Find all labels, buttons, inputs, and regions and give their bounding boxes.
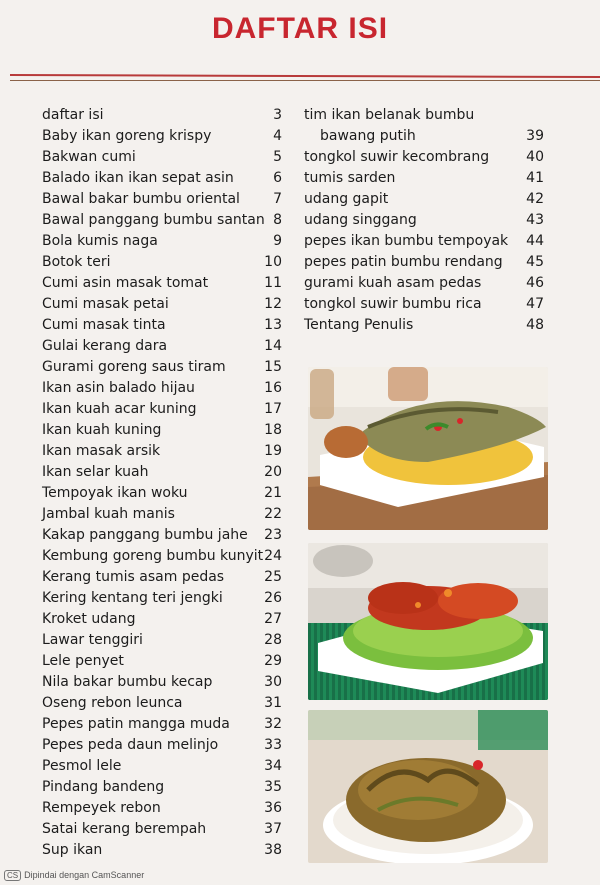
toc-entry-label: Kembung goreng bumbu kunyit <box>42 548 264 564</box>
toc-entry-page: 15 <box>264 359 282 375</box>
toc-entry <box>42 105 282 126</box>
toc-entry-page: 3 <box>273 107 282 123</box>
toc-entry <box>42 630 282 651</box>
page-title: DAFTAR ISI <box>211 12 389 45</box>
toc-entry <box>42 798 282 819</box>
toc-entry-label: Oseng rebon leunca <box>42 695 183 711</box>
toc-left-column <box>42 105 282 861</box>
toc-entry <box>42 189 282 210</box>
toc-entry-label: Cumi asin masak tomat <box>42 275 209 291</box>
toc-entry-page: 25 <box>264 569 282 585</box>
title-divider-brown <box>10 80 600 81</box>
toc-entry-page: 31 <box>264 695 282 711</box>
toc-entry-page: 43 <box>526 212 544 228</box>
toc-entry <box>42 546 282 567</box>
toc-entry-page: 22 <box>264 506 282 522</box>
toc-entry-label: Tempoyak ikan woku <box>42 485 188 501</box>
toc-entry-page: 42 <box>526 191 544 207</box>
toc-entry-label: tongkol suwir bumbu rica <box>304 296 482 312</box>
title-divider-red <box>10 74 600 78</box>
toc-entry-label: Baby ikan goreng krispy <box>42 128 212 144</box>
toc-entry-label: Kerang tumis asam pedas <box>42 569 225 585</box>
toc-entry-label: tim ikan belanak bumbu <box>304 107 475 123</box>
toc-entry-page: 11 <box>264 275 282 291</box>
toc-entry-label: Jambal kuah manis <box>42 506 175 522</box>
toc-entry-page: 32 <box>264 716 282 732</box>
toc-entry <box>42 126 282 147</box>
toc-entry <box>304 273 544 294</box>
toc-entry <box>42 210 282 231</box>
toc-entry-label: Ikan selar kuah <box>42 464 149 480</box>
toc-entry-label: Cumi masak petai <box>42 296 169 312</box>
toc-entry <box>42 252 282 273</box>
toc-entry-label: pepes patin bumbu rendang <box>304 254 503 270</box>
toc-entry-page: 35 <box>264 779 282 795</box>
toc-entry <box>42 756 282 777</box>
toc-entry-label: Bakwan cumi <box>42 149 136 165</box>
toc-entry-page: 45 <box>526 254 544 270</box>
toc-entry <box>42 399 282 420</box>
toc-entry-label: Bawal bakar bumbu oriental <box>42 191 240 207</box>
toc-entry-page: 26 <box>264 590 282 606</box>
toc-entry <box>42 420 282 441</box>
toc-entry <box>42 588 282 609</box>
toc-entry-page: 44 <box>526 233 544 249</box>
toc-entry <box>42 777 282 798</box>
toc-entry-label: Botok teri <box>42 254 111 270</box>
photo-fish-yellow-sauce <box>308 367 548 530</box>
toc-entry-label: Lawar tenggiri <box>42 632 143 648</box>
toc-entry-label: Rempeyek rebon <box>42 800 161 816</box>
toc-entry <box>304 147 544 168</box>
toc-entry <box>42 609 282 630</box>
toc-entry <box>304 231 544 252</box>
toc-entry-label: udang singgang <box>304 212 417 228</box>
scanner-footer-text: Dipindai dengan CamScanner <box>24 870 145 880</box>
toc-entry-label: daftar isi <box>42 107 104 123</box>
toc-entry <box>42 693 282 714</box>
toc-entry <box>42 231 282 252</box>
toc-entry-page: 19 <box>264 443 282 459</box>
toc-entry-label: tumis sarden <box>304 170 396 186</box>
toc-entry-page: 18 <box>264 422 282 438</box>
toc-entry-page: 20 <box>264 464 282 480</box>
toc-entry-page: 24 <box>264 548 282 564</box>
toc-entry-page: 13 <box>264 317 282 333</box>
toc-entry-label: Pepes patin mangga muda <box>42 716 230 732</box>
toc-entry <box>42 357 282 378</box>
toc-entry-page: 27 <box>264 611 282 627</box>
toc-entry <box>42 315 282 336</box>
toc-entry-page: 14 <box>264 338 282 354</box>
toc-entry-page: 39 <box>526 128 544 144</box>
toc-entry <box>42 441 282 462</box>
toc-entry-page: 12 <box>264 296 282 312</box>
toc-entry-label: Pindang bandeng <box>42 779 165 795</box>
scanner-footer <box>4 870 144 881</box>
toc-entry <box>42 504 282 525</box>
toc-entry <box>42 168 282 189</box>
toc-entry <box>304 294 544 315</box>
toc-entry-label: Kroket udang <box>42 611 136 627</box>
toc-entry <box>42 483 282 504</box>
toc-right-column <box>304 105 544 336</box>
toc-entry <box>42 147 282 168</box>
toc-entry-label: Cumi masak tinta <box>42 317 166 333</box>
scanner-logo-icon: CS <box>4 870 21 881</box>
toc-entry <box>42 567 282 588</box>
toc-entry-label: Nila bakar bumbu kecap <box>42 674 213 690</box>
toc-entry-label: bawang putih <box>320 128 416 144</box>
toc-entry-label: tongkol suwir kecombrang <box>304 149 490 165</box>
toc-entry-page: 30 <box>264 674 282 690</box>
toc-entry <box>304 252 544 273</box>
toc-entry <box>42 336 282 357</box>
toc-entry-page: 47 <box>526 296 544 312</box>
toc-entry <box>42 294 282 315</box>
toc-entry-label: Bola kumis naga <box>42 233 158 249</box>
toc-entry <box>42 819 282 840</box>
toc-entry <box>42 462 282 483</box>
toc-entry <box>42 273 282 294</box>
toc-entry-page: 5 <box>273 149 282 165</box>
toc-entry-page: 21 <box>264 485 282 501</box>
toc-entry <box>42 525 282 546</box>
toc-entry-page: 23 <box>264 527 282 543</box>
toc-entry-label: Bawal panggang bumbu santan <box>42 212 265 228</box>
toc-entry-label: Ikan asin balado hijau <box>42 380 195 396</box>
toc-entry-page: 34 <box>264 758 282 774</box>
toc-entry-page: 4 <box>273 128 282 144</box>
toc-entry-label: Gurami goreng saus tiram <box>42 359 226 375</box>
toc-entry-label: Sup ikan <box>42 842 103 858</box>
photo-spicy-fish-lettuce <box>308 543 548 700</box>
toc-entry-page: 46 <box>526 275 544 291</box>
toc-entry-page: 38 <box>264 842 282 858</box>
toc-entry-page: 40 <box>526 149 544 165</box>
toc-entry-label: Kakap panggang bumbu jahe <box>42 527 248 543</box>
toc-entry-label: Tentang Penulis <box>304 317 414 333</box>
toc-entry-page: 33 <box>264 737 282 753</box>
toc-entry-label: Ikan masak arsik <box>42 443 161 459</box>
toc-entry-label: Balado ikan ikan sepat asin <box>42 170 234 186</box>
toc-entry <box>42 651 282 672</box>
toc-entry <box>42 378 282 399</box>
toc-entry <box>42 735 282 756</box>
toc-entry-label: Pepes peda daun melinjo <box>42 737 219 753</box>
toc-entry <box>42 840 282 861</box>
toc-entry <box>42 672 282 693</box>
toc-entry-page: 48 <box>526 317 544 333</box>
toc-entry-label: gurami kuah asam pedas <box>304 275 482 291</box>
toc-entry-page: 28 <box>264 632 282 648</box>
toc-entry-page: 8 <box>273 212 282 228</box>
toc-entry-page: 37 <box>264 821 282 837</box>
toc-entry-page: 36 <box>264 800 282 816</box>
toc-entry-page: 29 <box>264 653 282 669</box>
toc-entry <box>304 210 544 231</box>
toc-entry-page: 41 <box>526 170 544 186</box>
toc-entry <box>42 714 282 735</box>
photo-fried-fish-bowl <box>308 710 548 863</box>
toc-entry-label: Kering kentang teri jengki <box>42 590 223 606</box>
toc-entry-label: Gulai kerang dara <box>42 338 168 354</box>
toc-entry-label: Ikan kuah acar kuning <box>42 401 197 417</box>
toc-entry <box>304 168 544 189</box>
toc-entry-label: Satai kerang berempah <box>42 821 207 837</box>
toc-entry <box>304 315 544 336</box>
toc-entry <box>304 105 544 126</box>
toc-entry-label: pepes ikan bumbu tempoyak <box>304 233 509 249</box>
toc-entry-page: 9 <box>273 233 282 249</box>
toc-entry-page: 10 <box>264 254 282 270</box>
toc-entry <box>304 189 544 210</box>
toc-entry-label: Pesmol lele <box>42 758 122 774</box>
toc-entry-page: 17 <box>264 401 282 417</box>
toc-entry-page: 6 <box>273 170 282 186</box>
toc-entry-page: 16 <box>264 380 282 396</box>
toc-entry-label: Ikan kuah kuning <box>42 422 162 438</box>
toc-entry-page: 7 <box>273 191 282 207</box>
toc-entry-label: Lele penyet <box>42 653 124 669</box>
toc-entry <box>304 126 544 147</box>
toc-entry-label: udang gapit <box>304 191 389 207</box>
